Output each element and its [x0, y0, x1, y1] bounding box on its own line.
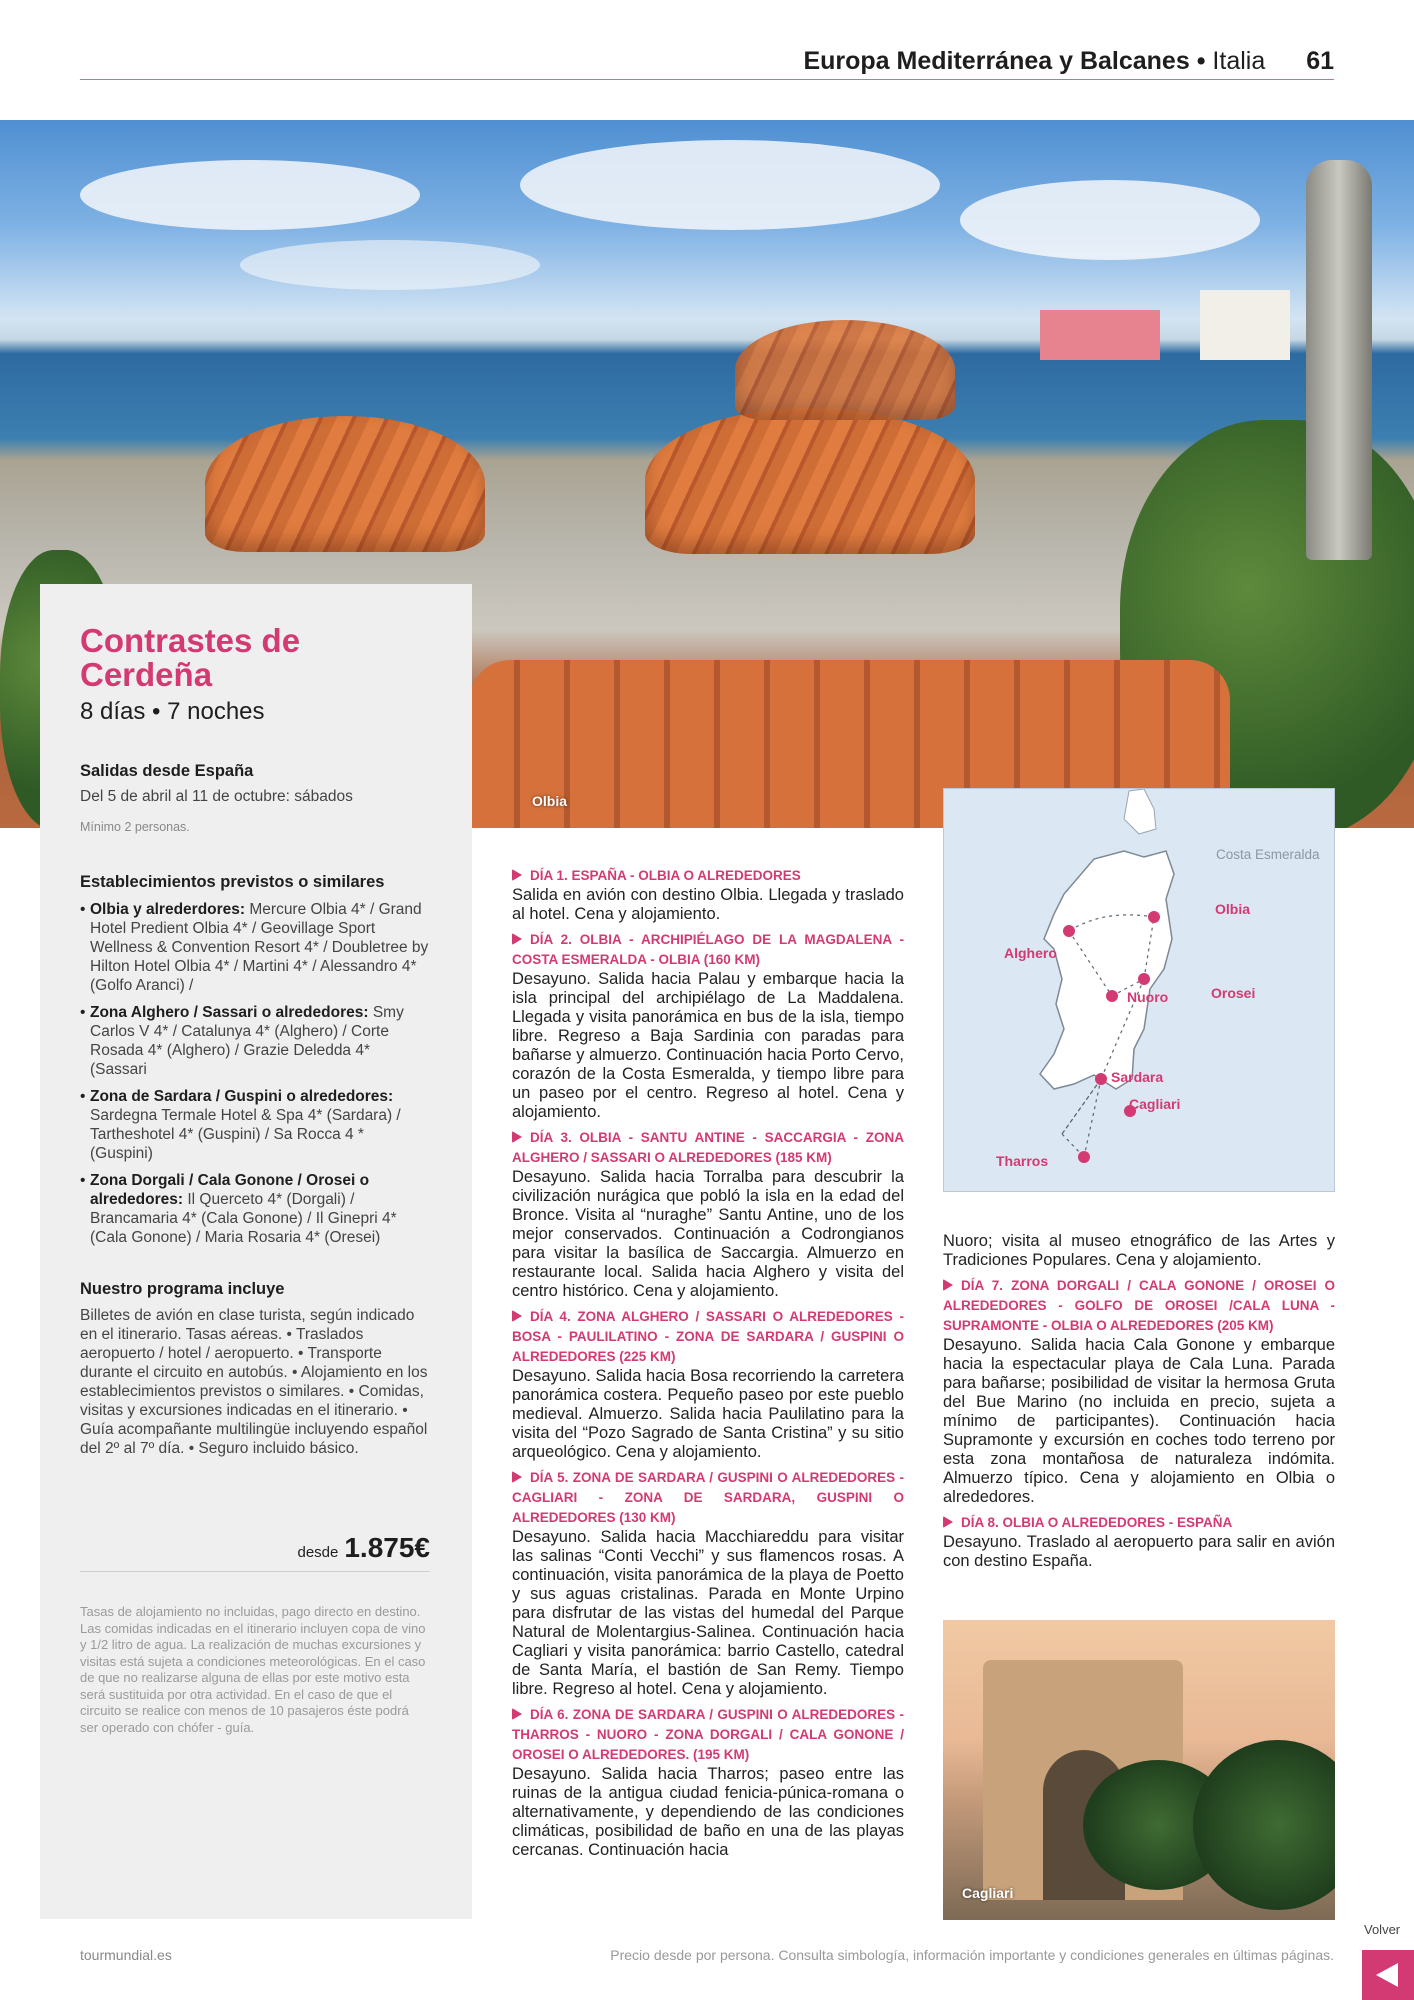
sardinia-shape [1040, 851, 1174, 1089]
hotel-item [80, 900, 430, 995]
hotel-names: Il Querceto 4* (Dorgali) / Brancamaria 4* (Cala Gonone) / Il Ginepri 4* (Cala Gonone) / Maria Rosaria 4* (Oresei) [90, 1191, 397, 1246]
itinerary-day [512, 1128, 904, 1301]
house-shape [1200, 290, 1290, 360]
house-shape [1040, 310, 1160, 360]
map-marker-nuoro [1106, 990, 1118, 1002]
map-marker-sardara [1095, 1073, 1107, 1085]
itinerary-column-1 [512, 866, 904, 1866]
day-heading [512, 1468, 904, 1528]
back-arrow-button[interactable] [1362, 1950, 1414, 2000]
day-heading [512, 1705, 904, 1765]
cloud-shape [520, 140, 940, 230]
itinerary-column-2 [943, 1232, 1335, 1577]
price-amount: 1.875€ [344, 1532, 430, 1563]
cloud-shape [240, 240, 540, 290]
day-text: Salida en avión con destino Olbia. Llegada y traslado al hotel. Cena y alojamiento. [512, 886, 904, 923]
itinerary-day [512, 1307, 904, 1462]
hotels-heading: Establecimientos previstos o similares [80, 873, 385, 891]
itinerary-day [512, 1705, 904, 1860]
corsica-shape [1124, 789, 1156, 834]
footnote: Tasas de alojamiento no incluidas, pago directo en destino. Las comidas indicadas en el itinerario incluyen copa de vino y 1/2 litro de agua. La realización de muchas excursiones y visitas está sujeta a condiciones meteorológicas. En el caso de que no realizarse alguna de ellas por este motivo esta será sustituida por otra actividad. En el caso de que el circuito se realice con menos de 10 pasajeros éste podrá ser operado con chófer - guía. [80, 1604, 426, 1735]
title-block [80, 624, 430, 726]
departures-text: Del 5 de abril al 11 de octubre: sábados [80, 788, 353, 805]
hotel-zone: Zona Dorgali / Cala Gonone / Orosei o alrededores: [90, 1172, 370, 1208]
trip-duration: 8 días • 7 noches [80, 698, 265, 725]
map-marker-orosei [1138, 973, 1150, 985]
route-map [943, 788, 1335, 1192]
footer-note: Precio desde por persona. Consulta simbología, información importante y condiciones generales en últimas páginas. [610, 1947, 1334, 1963]
day-text: Desayuno. Salida hacia Tharros; paseo entre las ruinas de la antigua ciudad fenicia-púnica-romana o alternativamente, y dependiendo de las condiciones climáticas, posibilidad de baño en una de las playas cercanas. Continuación hacia [512, 1765, 904, 1859]
hotel-item [80, 1003, 430, 1079]
day-heading [512, 866, 904, 886]
day-text: Desayuno. Salida hacia Palau y embarque hacia la isla principal del archipiélago de La Maddalena. Llegada y visita panorámica en bus de la isla, tiempo libre. Regreso a Baja Sardinia con paradas para bañarse y almuerzo. Continuación hacia Porto Cervo, corazón de la Costa Esmeralda, y tiempo libre para un paseo por el centro. Regreso al hotel. Cena y alojamiento. [512, 970, 904, 1121]
day-heading [512, 1307, 904, 1367]
cloud-shape [80, 160, 420, 230]
cloud-shape [960, 180, 1260, 260]
header-separator: • [1196, 47, 1206, 75]
hotel-names: Mercure Olbia 4* / Grand Hotel Predient Olbia 4* / Geovillage Sport Wellness & Convention Resort 4* / Doubletree by Hilton Hotel Olbia 4* / Martini 4* / Alessandro 4* (Golfo Aranci) / [90, 901, 429, 994]
hotel-zone: Olbia y alrederdores: [90, 901, 246, 918]
hero-caption: Olbia [532, 793, 568, 809]
day-arrow-icon [512, 1131, 522, 1143]
page-header [80, 46, 1334, 80]
day-text: Desayuno. Salida hacia Macchiareddu para visitar las salinas “Conti Vecchi” y sus flamencos rosas. A continuación, visita panorámica de la playa de Poetto y sus aguas cristalinas. Parada en Monte Urpino para disfrutar de las vistas del humedal del Parque Natural de Molentargius-Salinea. Continuación hacia Cagliari y visita panorámica: barrio Castello, catedral de Santa María, el bastión de San Remy. Tiempo libre. Regreso al hotel. Cena y alojamiento. [512, 1528, 904, 1698]
footer-site[interactable]: tourmundial.es [80, 1947, 172, 1963]
hotel-item [80, 1171, 430, 1247]
day-heading [943, 1513, 1335, 1533]
roof-cone [735, 320, 955, 420]
day-text: Desayuno. Salida hacia Bosa recorriendo la carretera panorámica costera. Pequeño paseo por este pueblo medieval. Almuerzo. Salida hacia Paulilatino para la visita del “Pozo Sagrado de Santa Cristina” y su sitio arqueológico. Cena y alojamiento. [512, 1367, 904, 1461]
price-prefix: desde [297, 1544, 339, 1561]
includes-text: Billetes de avión en clase turista, según indicado en el itinerario. Tasas aéreas. • Traslados aeropuerto / hotel / aeropuerto. • Transporte durante el circuito en autobús. • Alojamiento en los establecimientos previstos o similares. • Comidas, visitas y excursiones indicadas en el itinerario. • Guía acompañante multilingüe incluyendo español del 2º al 7º día. • Seguro incluido básico. [80, 1307, 428, 1457]
minimum-text: Mínimo 2 personas. [80, 820, 190, 834]
day-heading-text: DÍA 5. ZONA DE SARDARA / GUSPINI O ALREDEDORES - CAGLIARI - ZONA DE SARDARA, GUSPINI O ALREDEDORES (130 KM) [512, 1470, 904, 1525]
day-heading-text: DÍA 8. OLBIA O ALREDEDORES - ESPAÑA [961, 1515, 1233, 1530]
day-arrow-icon [512, 869, 522, 881]
itinerary-day [512, 866, 904, 924]
hotel-zone: Zona Alghero / Sassari o alrededores: [90, 1004, 369, 1021]
palm-tree [1193, 1740, 1335, 1910]
itinerary-day [512, 930, 904, 1122]
day-heading-text: DÍA 4. ZONA ALGHERO / SASSARI O ALREDEDORES - BOSA - PAULILATINO - ZONA DE SARDARA / GUSPINI O ALREDEDORES (225 KM) [512, 1309, 904, 1364]
day-arrow-icon [943, 1516, 953, 1528]
cagliari-caption: Cagliari [962, 1885, 1014, 1901]
day-text: Desayuno. Salida hacia Cala Gonone y embarque hacia la espectacular playa de Cala Luna. Parada para bañarse; posibilidad de visitar la hermosa Gruta del Bue Marino (no incluida en precio, sujeta a mínimo de participantes). Continuación hacia Supramonte y excursión en coches todo terreno por esta zona montañosa de naturaleza indómita. Almuerzo típico. Cena y alojamiento en Olbia o alrededores. [943, 1336, 1335, 1506]
hotel-names: Smy Carlos V 4* / Catalunya 4* (Alghero) / Corte Rosada 4* (Alghero) / Grazie Deledda 4* (Sassari [90, 1004, 404, 1078]
back-label[interactable]: Volver [1364, 1922, 1401, 1937]
hotels-list [80, 900, 430, 1255]
map-marker-tharros [1078, 1151, 1090, 1163]
map-place-sardara: Sardara [1111, 1069, 1164, 1085]
hotel-zone: Zona de Sardara / Guspini o alrededores: [90, 1088, 394, 1105]
map-marker-alghero [1063, 925, 1075, 937]
map-place-orosei: Orosei [1211, 985, 1256, 1001]
map-marker-olbia [1148, 911, 1160, 923]
hotel-item [80, 1087, 430, 1163]
day-heading-text: DÍA 1. ESPAÑA - OLBIA O ALREDEDORES [530, 868, 801, 883]
map-place-cagliari: Cagliari [1129, 1096, 1181, 1112]
day-arrow-icon [943, 1279, 953, 1291]
map-sea-label: Costa Esmeralda [1216, 847, 1320, 862]
day-arrow-icon [512, 1708, 522, 1720]
trip-title: Contrastes de Cerdeña [80, 622, 301, 693]
roof-cone [205, 416, 485, 552]
itinerary-day [512, 1468, 904, 1699]
day-continuation: Nuoro; visita al museo etnográfico de las Artes y Tradiciones Populares. Cena y alojamiento. [943, 1232, 1335, 1269]
day-heading-text: DÍA 7. ZONA DORGALI / CALA GONONE / OROSEI O ALREDEDORES - GOLFO DE OROSEI /CALA LUNA - SUPRAMONTE - OLBIA O ALREDEDORES (205 KM) [943, 1278, 1335, 1333]
header-title [803, 46, 1334, 76]
day-arrow-icon [512, 1310, 522, 1322]
day-text: Desayuno. Salida hacia Torralba para descubrir la civilización nurágica que pobló la isla en la edad del Bronce. Visita al “nuraghe” Santu Antine, uno de los mejor conservados. Continuación a Codrongianos para visitar la basílica de Saccargia. Almuerzo en restaurante local. Salida hacia Alghero y visita del centro histórico. Cena y alojamiento. [512, 1168, 904, 1300]
day-heading [512, 930, 904, 970]
map-place-alghero: Alghero [1004, 945, 1057, 961]
hotel-names: Sardegna Termale Hotel & Spa 4* (Sardara) / Tartheshotel 4* (Guspini) / Sa Rocca 4 * (Guspini) [90, 1107, 401, 1162]
price-row [80, 1532, 430, 1572]
itinerary-day [943, 1276, 1335, 1507]
map-place-nuoro: Nuoro [1127, 989, 1169, 1005]
info-panel [40, 584, 472, 1919]
itinerary-day [943, 1513, 1335, 1571]
day-arrow-icon [512, 1471, 522, 1483]
roof-cone [645, 408, 975, 554]
header-region: Europa Mediterránea y Balcanes [803, 47, 1190, 75]
stone-tower [1306, 160, 1372, 560]
header-country: Italia [1212, 47, 1266, 75]
day-heading-text: DÍA 2. OLBIA - ARCHIPIÉLAGO DE LA MAGDALENA - COSTA ESMERALDA - OLBIA (160 KM) [512, 932, 904, 967]
map-place-tharros: Tharros [996, 1153, 1049, 1169]
map-place-olbia: Olbia [1215, 901, 1251, 917]
day-heading [943, 1276, 1335, 1336]
day-heading-text: DÍA 3. OLBIA - SANTU ANTINE - SACCARGIA - ZONA ALGHERO / SASSARI O ALREDEDORES (185 KM) [512, 1130, 904, 1165]
includes-heading: Nuestro programa incluye [80, 1280, 285, 1298]
day-heading [512, 1128, 904, 1168]
day-heading-text: DÍA 6. ZONA DE SARDARA / GUSPINI O ALREDEDORES - THARROS - NUORO - ZONA DORGALI / CALA GONONE / OROSEI O ALREDEDORES. (195 KM) [512, 1707, 904, 1762]
day-text: Desayuno. Traslado al aeropuerto para salir en avión con destino España. [943, 1533, 1335, 1570]
cagliari-photo [943, 1620, 1335, 1920]
day-arrow-icon [512, 933, 522, 945]
page-number: 61 [1306, 47, 1334, 75]
departures-heading: Salidas desde España [80, 762, 254, 780]
